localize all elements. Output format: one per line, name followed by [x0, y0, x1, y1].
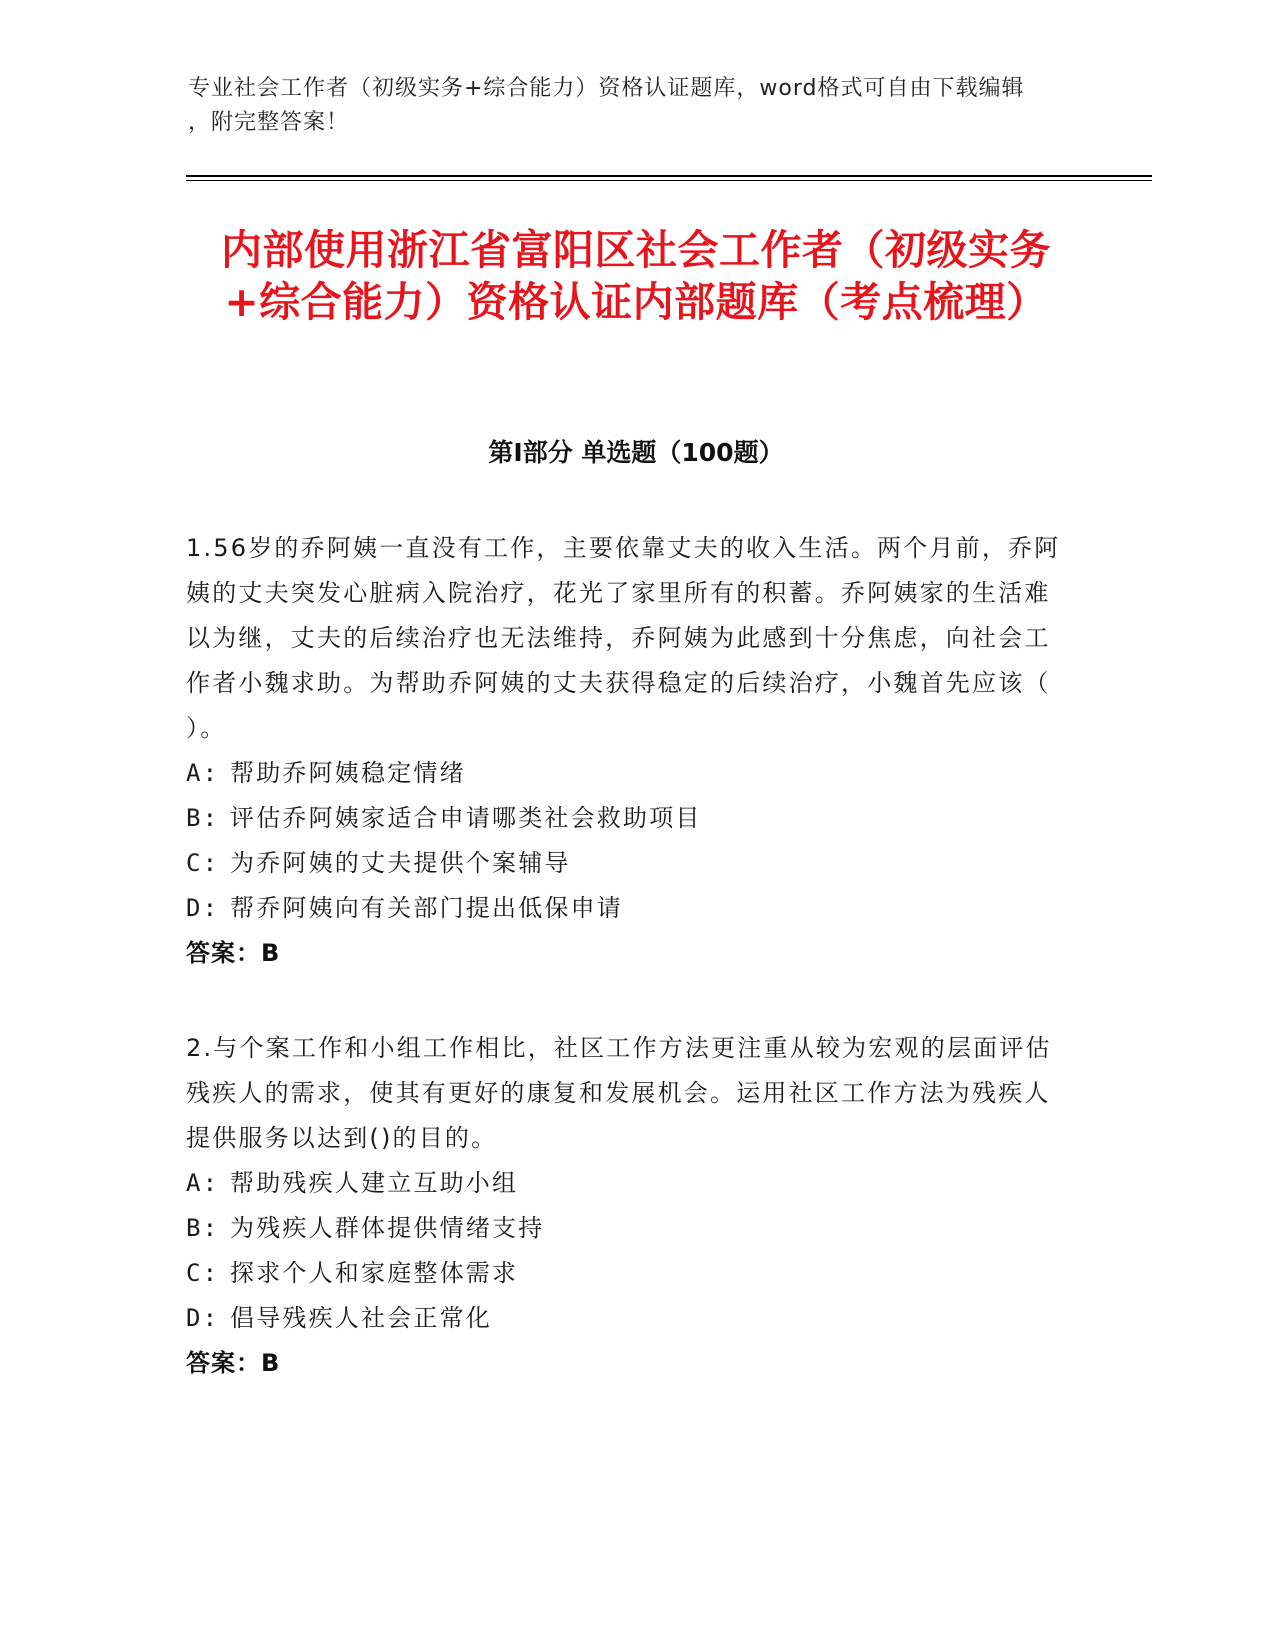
option-key: C:: [186, 849, 220, 877]
question-2-option-d: [186, 1296, 1066, 1341]
question-1-option-c: [186, 841, 1066, 886]
option-text: 评估乔阿姨家适合申请哪类社会救助项目: [230, 804, 702, 832]
question-2-answer: 答案：B: [186, 1349, 281, 1377]
option-text: 帮助乔阿姨稳定情绪: [230, 759, 466, 787]
question-2: [186, 1026, 1066, 1386]
option-text: 为残疾人群体提供情绪支持: [230, 1214, 545, 1242]
question-1-stem: 1.56岁的乔阿姨一直没有工作，主要依靠丈夫的收入生活。两个月前，乔阿姨的丈夫突发心脏病入院治疗，花光了家里所有的积蓄。乔阿姨家的生活难以为继，丈夫的后续治疗也无法维持，乔阿姨为此感到十分焦虑，向社会工作者小魏求助。为帮助乔阿姨的丈夫获得稳定的后续治疗，小魏首先应该（ ）。: [186, 534, 1061, 742]
question-1: [186, 526, 1066, 976]
question-2-option-c: [186, 1251, 1066, 1296]
question-2-option-b: [186, 1206, 1066, 1251]
option-key: B:: [186, 1214, 220, 1242]
header-note-line-2: ，附完整答案！: [188, 110, 350, 135]
question-1-option-a: [186, 751, 1066, 796]
document-title: 内部使用浙江省富阳区社会工作者（初级实务+综合能力）资格认证内部题库（考点梳理）: [221, 226, 1051, 326]
option-key: D:: [186, 1304, 220, 1332]
question-1-answer: 答案：B: [186, 939, 281, 967]
question-2-option-a: [186, 1161, 1066, 1206]
option-key: D:: [186, 894, 220, 922]
header-divider-thin: [186, 180, 1152, 181]
question-1-option-d: [186, 886, 1066, 931]
option-text: 探求个人和家庭整体需求: [230, 1259, 519, 1287]
header-note: [188, 72, 1088, 140]
header-divider-thick: [186, 175, 1152, 177]
option-text: 帮助残疾人建立互助小组: [230, 1169, 519, 1197]
option-key: B:: [186, 804, 220, 832]
header-note-line-1: 专业社会工作者（初级实务+综合能力）资格认证题库，word格式可自由下载编辑: [188, 76, 1025, 101]
option-key: A:: [186, 759, 220, 787]
option-text: 帮乔阿姨向有关部门提出低保申请: [230, 894, 623, 922]
option-text: 倡导残疾人社会正常化: [230, 1304, 492, 1332]
option-key: C:: [186, 1259, 220, 1287]
section-title: 第Ⅰ部分 单选题（100题）: [488, 438, 784, 467]
question-1-option-b: [186, 796, 1066, 841]
question-2-stem: 2.与个案工作和小组工作相比，社区工作方法更注重从较为宏观的层面评估残疾人的需求，使其有更好的康复和发展机会。运用社区工作方法为残疾人提供服务以达到()的目的。: [186, 1034, 1052, 1152]
option-key: A:: [186, 1169, 220, 1197]
option-text: 为乔阿姨的丈夫提供个案辅导: [230, 849, 571, 877]
